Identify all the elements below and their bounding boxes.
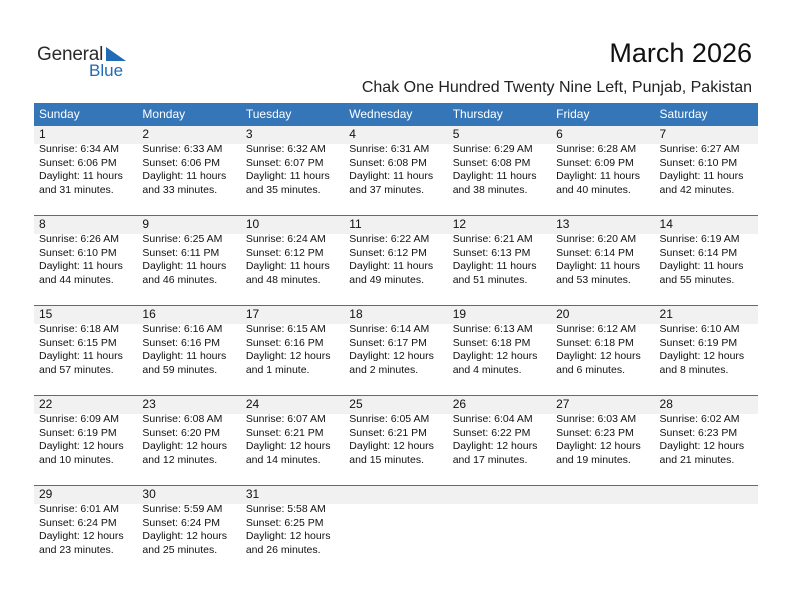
day-cell [344,305,447,378]
daylight-minutes: and 37 minutes. [349,184,424,197]
daylight-hours: Daylight: 12 hours [142,440,228,453]
daylight-minutes: and 38 minutes. [452,184,528,197]
day-number: 8 [39,217,46,231]
sunrise-time: Sunrise: 6:07 AM [245,413,326,425]
sunrise-time: Sunrise: 6:20 AM [556,233,637,245]
day-number: 29 [39,487,53,501]
daylight-hours: Daylight: 11 hours [245,170,330,183]
day-number: 22 [39,397,53,411]
day-number: 30 [142,487,156,501]
sunset-time: Sunset: 6:14 PM [659,246,738,259]
sunset-time: Sunset: 6:18 PM [556,336,634,349]
day-number: 26 [452,397,467,411]
day-number: 1 [39,127,46,141]
sunset-time: Sunset: 6:18 PM [452,336,531,349]
weekday-header-row [34,103,758,125]
day-cell [137,305,240,378]
daylight-minutes: and 19 minutes. [556,454,631,467]
sunset-time: Sunset: 6:10 PM [39,246,117,259]
day-number: 15 [39,307,53,321]
daylight-hours: Daylight: 12 hours [349,350,434,363]
day-number: 18 [349,307,363,321]
day-cell [241,395,344,468]
sunrise-time: Sunrise: 6:13 AM [452,323,533,335]
sunset-time: Sunset: 6:21 PM [349,426,427,439]
day-cell [448,215,551,288]
day-cell [655,395,758,468]
sunrise-time: Sunrise: 6:22 AM [349,233,430,245]
day-cell [241,125,344,198]
day-cell [137,485,240,558]
daylight-minutes: and 35 minutes. [245,184,321,197]
sunset-time: Sunset: 6:15 PM [39,336,117,349]
day-number: 28 [659,397,673,411]
day-number: 2 [142,127,150,141]
daylight-hours: Daylight: 11 hours [556,170,640,183]
daylight-minutes: and 57 minutes. [39,364,114,377]
day-cell [34,305,137,378]
sunrise-time: Sunrise: 6:27 AM [659,143,740,155]
day-cell [241,305,344,378]
week-cells [34,395,758,468]
day-number: 31 [245,487,260,501]
location-subtitle: Chak One Hundred Twenty Nine Left, Punjab, Pakistan [361,79,752,96]
day-cell [551,215,654,288]
week-cells [34,305,758,378]
daylight-minutes: and 10 minutes. [39,454,114,467]
day-cell [34,215,137,288]
daylight-minutes: and 2 minutes. [349,364,419,377]
daylight-hours: Daylight: 11 hours [142,350,227,363]
week-row [34,395,758,485]
daylight-hours: Daylight: 11 hours [659,170,744,183]
sunset-time: Sunset: 6:16 PM [245,336,324,349]
day-cell [137,395,240,468]
sunset-time: Sunset: 6:08 PM [349,156,427,169]
sunrise-time: Sunrise: 6:10 AM [659,323,740,335]
sunset-time: Sunset: 6:24 PM [39,516,117,529]
sunrise-time: Sunrise: 6:15 AM [245,323,326,335]
sunset-time: Sunset: 6:09 PM [556,156,634,169]
sunrise-time: Sunrise: 6:12 AM [556,323,637,335]
day-cell [34,125,137,198]
generalblue-logo [37,44,137,80]
day-number: 7 [659,127,667,141]
day-cell [655,305,758,378]
day-number: 27 [556,397,570,411]
day-number: 14 [659,217,673,231]
day-cell [344,215,447,288]
day-cell [551,395,654,468]
sunrise-time: Sunrise: 6:16 AM [142,323,223,335]
daylight-hours: Daylight: 11 hours [39,260,123,273]
daylight-minutes: and 8 minutes. [659,364,729,377]
sunset-time: Sunset: 6:07 PM [245,156,324,169]
sunset-time: Sunset: 6:06 PM [142,156,221,169]
day-number: 6 [556,127,563,141]
daylight-minutes: and 21 minutes. [659,454,735,467]
logo-triangle-icon [106,47,126,61]
daylight-minutes: and 49 minutes. [349,274,424,287]
daylight-minutes: and 6 minutes. [556,364,625,377]
day-number: 16 [142,307,156,321]
day-number: 11 [349,217,362,231]
day-cell [241,485,344,558]
sunrise-time: Sunrise: 6:21 AM [452,233,533,245]
sunrise-time: Sunrise: 5:59 AM [142,503,223,515]
daylight-hours: Daylight: 11 hours [142,170,227,183]
weekday-saturday: Saturday [659,107,708,121]
sunrise-time: Sunrise: 6:28 AM [556,143,637,155]
daylight-hours: Daylight: 11 hours [659,260,744,273]
daylight-hours: Daylight: 12 hours [245,350,331,363]
sunset-time: Sunset: 6:23 PM [659,426,738,439]
sunrise-time: Sunrise: 6:02 AM [659,413,740,425]
sunset-time: Sunset: 6:19 PM [659,336,738,349]
sunrise-time: Sunrise: 6:31 AM [349,143,430,155]
day-cell [448,395,551,468]
day-cell [655,215,758,288]
day-number: 19 [452,307,467,321]
daylight-minutes: and 33 minutes. [142,184,218,197]
weekday-wednesday: Wednesday [349,107,413,121]
sunrise-time: Sunrise: 6:08 AM [142,413,223,425]
sunset-time: Sunset: 6:17 PM [349,336,427,349]
daylight-hours: Daylight: 11 hours [349,170,434,183]
daylight-hours: Daylight: 12 hours [452,350,538,363]
daylight-minutes: and 40 minutes. [556,184,631,197]
day-number: 13 [556,217,570,231]
sunrise-time: Sunrise: 6:04 AM [452,413,533,425]
daylight-hours: Daylight: 12 hours [245,440,331,453]
daylight-hours: Daylight: 11 hours [556,260,640,273]
weekday-tuesday: Tuesday [245,107,292,121]
daylight-minutes: and 51 minutes. [452,274,528,287]
daylight-minutes: and 12 minutes. [142,454,218,467]
day-cell [551,125,654,198]
day-cell [241,215,344,288]
day-cell [655,125,758,198]
day-number: 21 [659,307,673,321]
calendar-grid [34,103,758,575]
sunrise-time: Sunrise: 6:09 AM [39,413,119,425]
daylight-minutes: and 1 minute. [245,364,310,377]
daylight-minutes: and 17 minutes. [452,454,528,467]
sunset-time: Sunset: 6:12 PM [349,246,427,259]
sunset-time: Sunset: 6:06 PM [39,156,117,169]
sunset-time: Sunset: 6:14 PM [556,246,634,259]
daylight-minutes: and 23 minutes. [39,544,114,557]
day-number: 12 [452,217,467,231]
week-cells [34,125,758,198]
sunrise-time: Sunrise: 6:03 AM [556,413,637,425]
day-number: 10 [245,217,260,231]
sunset-time: Sunset: 6:11 PM [142,246,220,259]
daylight-hours: Daylight: 11 hours [452,170,537,183]
sunset-time: Sunset: 6:22 PM [452,426,531,439]
daylight-hours: Daylight: 11 hours [349,260,434,273]
daylight-hours: Daylight: 11 hours [142,260,227,273]
day-number: 3 [245,127,253,141]
daylight-minutes: and 26 minutes. [245,544,321,557]
daylight-minutes: and 55 minutes. [659,274,735,287]
daylight-hours: Daylight: 12 hours [39,530,124,543]
sunset-time: Sunset: 6:23 PM [556,426,634,439]
weekday-thursday: Thursday [452,107,503,121]
sunset-time: Sunset: 6:08 PM [452,156,531,169]
day-cell [551,305,654,378]
day-cell [344,125,447,198]
day-cell [448,125,551,198]
daylight-hours: Daylight: 11 hours [245,260,330,273]
week-row [34,215,758,305]
sunset-time: Sunset: 6:21 PM [245,426,324,439]
week-cells [34,485,758,558]
day-number: 17 [245,307,260,321]
daylight-hours: Daylight: 12 hours [39,440,124,453]
daylight-hours: Daylight: 11 hours [39,350,123,363]
daylight-hours: Daylight: 12 hours [452,440,538,453]
sunrise-time: Sunrise: 6:24 AM [245,233,326,245]
sunrise-time: Sunrise: 6:25 AM [142,233,223,245]
sunrise-time: Sunrise: 6:32 AM [245,143,326,155]
weeks-container [34,125,758,575]
sunset-time: Sunset: 6:25 PM [245,516,324,529]
sunrise-time: Sunrise: 6:14 AM [349,323,430,335]
daylight-hours: Daylight: 12 hours [142,530,228,543]
daylight-minutes: and 4 minutes. [452,364,522,377]
daylight-minutes: and 14 minutes. [245,454,321,467]
sunrise-time: Sunrise: 6:19 AM [659,233,740,245]
daylight-hours: Daylight: 12 hours [245,530,331,543]
day-number: 25 [349,397,363,411]
sunrise-time: Sunrise: 6:18 AM [39,323,119,335]
daylight-minutes: and 31 minutes. [39,184,114,197]
daylight-hours: Daylight: 12 hours [556,440,641,453]
day-cell [137,125,240,198]
day-cell [344,395,447,468]
daylight-hours: Daylight: 12 hours [349,440,434,453]
day-number: 24 [245,397,260,411]
week-row [34,125,758,215]
sunset-time: Sunset: 6:20 PM [142,426,221,439]
day-cell [448,305,551,378]
sunset-time: Sunset: 6:24 PM [142,516,221,529]
daylight-minutes: and 46 minutes. [142,274,218,287]
sunset-time: Sunset: 6:10 PM [659,156,738,169]
sunrise-time: Sunrise: 6:05 AM [349,413,430,425]
day-number: 9 [142,217,150,231]
sunrise-time: Sunrise: 6:34 AM [39,143,119,155]
sunset-time: Sunset: 6:13 PM [452,246,531,259]
day-number: 4 [349,127,356,141]
daylight-minutes: and 59 minutes. [142,364,218,377]
sunrise-time: Sunrise: 5:58 AM [245,503,326,515]
week-cells [34,215,758,288]
daylight-minutes: and 15 minutes. [349,454,424,467]
sunrise-time: Sunrise: 6:29 AM [452,143,533,155]
weekday-friday: Friday [556,107,590,121]
sunset-time: Sunset: 6:16 PM [142,336,221,349]
sunset-time: Sunset: 6:12 PM [245,246,324,259]
sunrise-time: Sunrise: 6:01 AM [39,503,119,515]
daylight-hours: Daylight: 12 hours [659,350,745,363]
sunrise-time: Sunrise: 6:26 AM [39,233,119,245]
logo-word-blue: Blue [89,61,124,80]
day-cell [34,485,137,558]
daylight-hours: Daylight: 12 hours [556,350,641,363]
daylight-hours: Daylight: 11 hours [452,260,537,273]
daylight-minutes: and 48 minutes. [245,274,321,287]
sunset-time: Sunset: 6:19 PM [39,426,117,439]
daylight-minutes: and 25 minutes. [142,544,218,557]
day-cell [137,215,240,288]
logo-word-general: General [37,44,104,65]
week-row [34,485,758,575]
weekday-sunday: Sunday [39,107,80,121]
daylight-hours: Daylight: 12 hours [659,440,745,453]
sunrise-time: Sunrise: 6:33 AM [142,143,223,155]
day-number: 23 [142,397,156,411]
daylight-minutes: and 44 minutes. [39,274,114,287]
month-title: March 2026 [609,38,752,68]
daylight-minutes: and 42 minutes. [659,184,735,197]
day-cell [34,395,137,468]
week-row [34,305,758,395]
weekday-monday: Monday [142,107,186,121]
daylight-minutes: and 53 minutes. [556,274,631,287]
day-number: 20 [556,307,570,321]
daylight-hours: Daylight: 11 hours [39,170,123,183]
day-number: 5 [452,127,460,141]
